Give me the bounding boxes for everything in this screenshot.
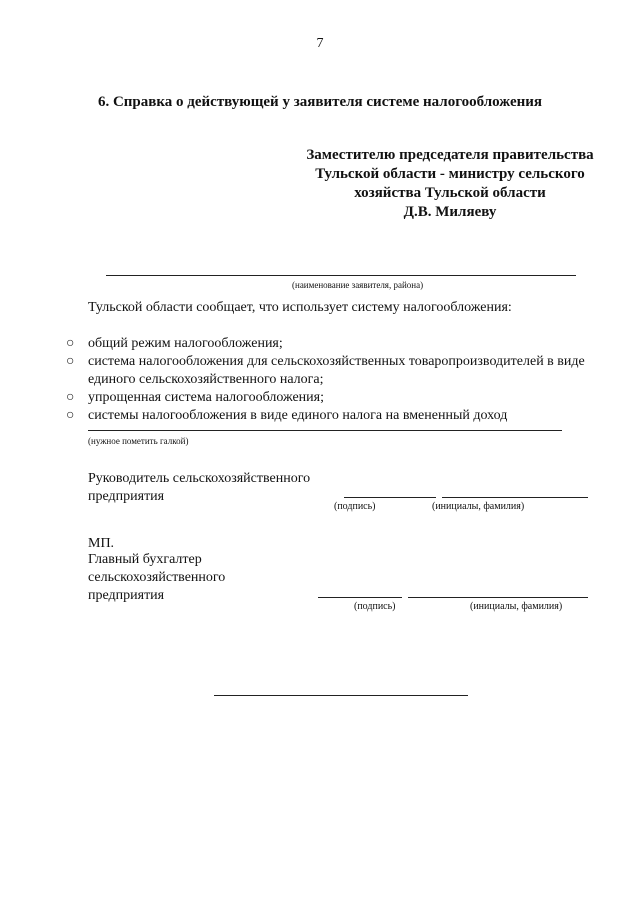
tax-option-label: системы налогообложения в виде единого налога на вмененный доход — [88, 408, 508, 423]
addressee-line: Тульской области - министру сельского — [315, 166, 585, 182]
tick-caption: (нужное пометить галкой) — [88, 436, 189, 446]
accountant-signature-line[interactable] — [318, 597, 402, 598]
tick-line — [88, 430, 562, 431]
tax-option[interactable] — [66, 389, 608, 407]
head-signature-line[interactable] — [344, 497, 436, 498]
head-title-block — [88, 470, 310, 506]
addressee-line: Д.В. Миляеву — [403, 204, 497, 220]
applicant-name-line[interactable] — [106, 275, 576, 276]
tax-options-list — [66, 335, 608, 425]
tax-option[interactable] — [66, 335, 608, 353]
tax-option[interactable] — [66, 353, 608, 389]
head-name-line[interactable] — [442, 497, 588, 498]
checkbox-circle-icon[interactable]: ○ — [66, 390, 75, 405]
accountant-name-caption: (инициалы, фамилия) — [470, 601, 563, 612]
checkbox-circle-icon[interactable]: ○ — [66, 408, 75, 423]
head-name-caption: (инициалы, фамилия) — [432, 501, 525, 512]
head-title-line: предприятия — [88, 489, 165, 504]
head-title-line: Руководитель сельскохозяйственного — [88, 471, 311, 486]
accountant-title-block — [88, 551, 225, 605]
addressee-line: Заместителю председателя правительства — [306, 147, 594, 163]
accountant-name-line[interactable] — [408, 597, 588, 598]
tax-option-label: упрощенная система налогообложения; — [88, 390, 324, 405]
page-number: 7 — [316, 36, 324, 51]
tax-option[interactable] — [66, 407, 608, 425]
head-signature-caption: (подпись) — [334, 501, 376, 512]
addressee-block — [240, 146, 640, 222]
addressee-line: хозяйства Тульской области — [354, 185, 546, 201]
stamp-label: МП. — [88, 536, 115, 551]
accountant-signature-caption: (подпись) — [354, 601, 396, 612]
accountant-title-line: предприятия — [88, 588, 165, 603]
document-title: 6. Справка о действующей у заявителя системе налогообложения — [97, 94, 543, 110]
applicant-caption: (наименование заявителя, района) — [292, 280, 424, 290]
checkbox-circle-icon[interactable]: ○ — [66, 336, 75, 351]
tax-option-label: система налогообложения для сельскохозяйственных товаропроизводителей в виде единого сельскохозяйственного налога; — [88, 354, 585, 387]
checkbox-circle-icon[interactable]: ○ — [66, 354, 75, 369]
closing-divider — [214, 695, 468, 696]
tax-option-label: общий режим налогообложения; — [88, 336, 283, 351]
accountant-title-line: сельскохозяйственного — [88, 570, 226, 585]
intro-text: Тульской области сообщает, что использует систему налогообложения: — [88, 300, 512, 315]
accountant-title-line: Главный бухгалтер — [88, 552, 202, 567]
